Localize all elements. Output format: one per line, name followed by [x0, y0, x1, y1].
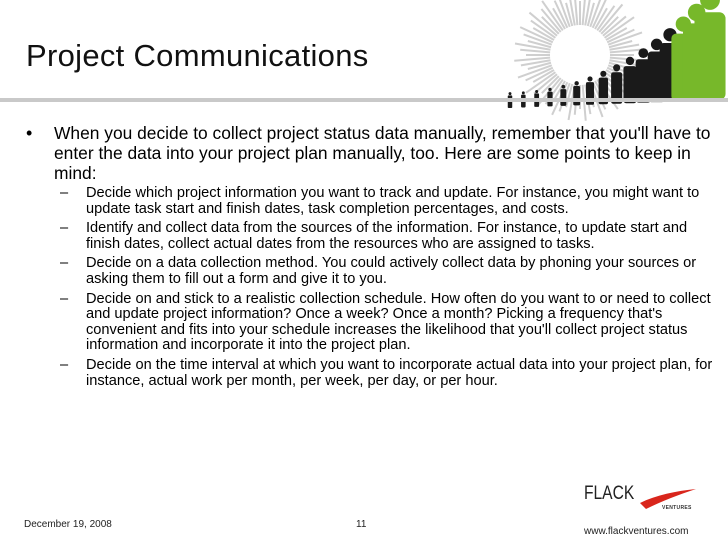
dash-icon: – [60, 290, 69, 307]
sub-bullet-text: Decide on a data collection method. You could actively collect data by phoning your sources or asking them to fill out a form and give it to you. [86, 255, 697, 287]
main-bullet-text: When you decide to collect project status data manually, remember that you'll have to enter the data into your project plan manually, too. Here are some points to keep in mind: [54, 123, 711, 183]
page-number: 11 [356, 519, 367, 530]
dash-icon: – [60, 356, 69, 373]
sub-bullet-text: Decide on and stick to a realistic collection schedule. How often do you want to or need to collect and update project information? Once a week? Once a month? Picking a frequency that's convenient and fits into your schedule increases the likelihood that you'll collect project status information and incorporate it into the project plan. [86, 290, 711, 354]
sub-bullet [26, 186, 716, 217]
slide-title: Project Communications [26, 38, 369, 73]
sub-bullet [26, 221, 716, 252]
dash-icon: – [60, 185, 69, 201]
slide-body [26, 123, 716, 393]
bullet-dot-icon: • [26, 123, 33, 143]
sub-bullet [26, 256, 716, 287]
flack-ventures-logo [584, 483, 700, 513]
sub-bullet-list [26, 186, 716, 389]
logo-wordmark: FLACK [584, 483, 635, 504]
dash-icon: – [60, 255, 69, 272]
footer-url: www.flackventures.com [584, 526, 689, 537]
people-growth-figures-icon [470, 0, 728, 125]
sub-bullet [26, 292, 716, 354]
footer-date: December 19, 2008 [24, 519, 112, 530]
sub-bullet [26, 358, 716, 389]
title-divider [0, 98, 728, 102]
logo-subtext: VENTURES [662, 505, 692, 511]
sub-bullet-text: Decide which project information you want to track and update. For instance, you might want to update task start and finish dates, task completion percentages, and costs. [86, 185, 700, 217]
main-bullet [26, 123, 716, 183]
dash-icon: – [60, 220, 69, 237]
sub-bullet-text: Identify and collect data from the sources of the information. For instance, to update start and finish dates, collect actual dates from the resources who are assigned to tasks. [86, 220, 688, 252]
sub-bullet-text: Decide on the time interval at which you want to incorporate actual data into your project plan, for instance, actual work per month, per week, per day, or per hour. [86, 356, 713, 389]
